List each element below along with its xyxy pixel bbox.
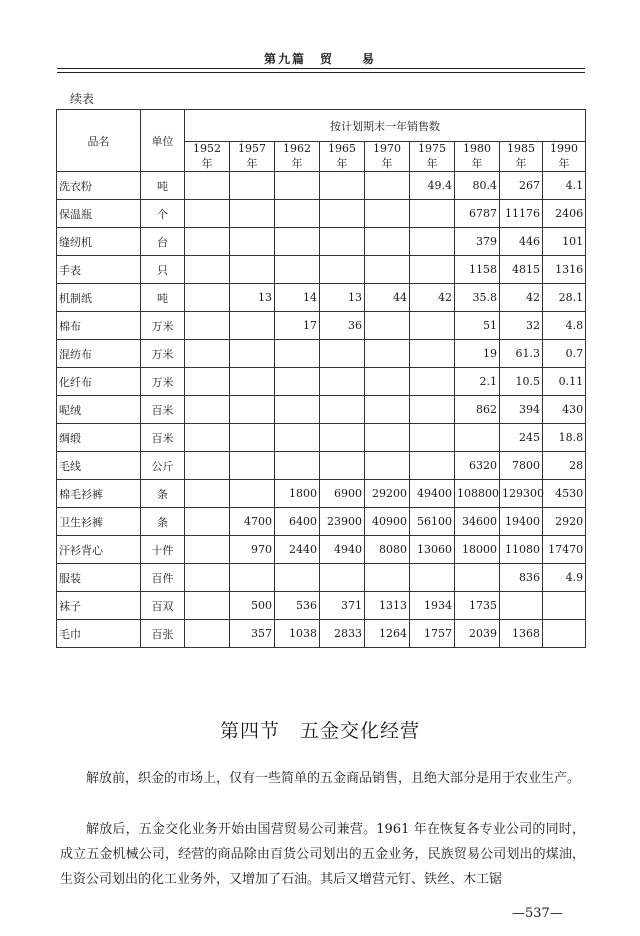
value-cell	[185, 620, 230, 648]
value-cell: 1757	[410, 620, 455, 648]
value-cell: 245	[500, 424, 543, 452]
value-cell	[543, 592, 586, 620]
header-product: 品名	[57, 110, 141, 172]
value-cell	[365, 340, 410, 368]
unit-cell: 万米	[141, 340, 185, 368]
header-rule-thin	[57, 72, 585, 73]
product-name: 洗衣粉	[57, 172, 141, 200]
unit-cell: 公斤	[141, 452, 185, 480]
continued-label: 续表	[70, 92, 95, 106]
value-cell: 6787	[455, 200, 500, 228]
table-row	[57, 452, 586, 480]
value-cell	[230, 256, 275, 284]
value-cell: 40900	[365, 508, 410, 536]
value-cell: 28.1	[543, 284, 586, 312]
unit-cell: 万米	[141, 312, 185, 340]
product-name: 汗衫背心	[57, 536, 141, 564]
product-name: 棉毛衫裤	[57, 480, 141, 508]
value-cell	[275, 368, 320, 396]
value-cell: 267	[500, 172, 543, 200]
value-cell: 1800	[275, 480, 320, 508]
value-cell: 19400	[500, 508, 543, 536]
value-cell	[230, 340, 275, 368]
product-name: 混纺布	[57, 340, 141, 368]
value-cell	[410, 452, 455, 480]
header-unit: 单位	[141, 110, 185, 172]
value-cell: 42	[500, 284, 543, 312]
value-cell	[365, 200, 410, 228]
table-row	[57, 256, 586, 284]
value-cell: 2406	[543, 200, 586, 228]
value-cell: 10.5	[500, 368, 543, 396]
value-cell: 430	[543, 396, 586, 424]
value-cell: 35.8	[455, 284, 500, 312]
page-number: —537—	[512, 906, 563, 921]
value-cell	[275, 200, 320, 228]
value-cell: 129300	[500, 480, 543, 508]
value-cell: 42	[410, 284, 455, 312]
value-cell: 536	[275, 592, 320, 620]
value-cell: 1368	[500, 620, 543, 648]
value-cell: 2039	[455, 620, 500, 648]
value-cell	[185, 536, 230, 564]
value-cell	[500, 592, 543, 620]
product-name: 棉布	[57, 312, 141, 340]
value-cell: 6900	[320, 480, 365, 508]
table-row	[57, 284, 586, 312]
value-cell: 8080	[365, 536, 410, 564]
value-cell	[275, 396, 320, 424]
unit-cell: 个	[141, 200, 185, 228]
product-name: 缝纫机	[57, 228, 141, 256]
table-row	[57, 396, 586, 424]
unit-cell: 百米	[141, 424, 185, 452]
value-cell: 379	[455, 228, 500, 256]
value-cell	[365, 396, 410, 424]
table-row	[57, 228, 586, 256]
value-cell	[230, 368, 275, 396]
unit-cell: 只	[141, 256, 185, 284]
product-name: 卫生衫裤	[57, 508, 141, 536]
value-cell	[185, 256, 230, 284]
running-header: 第九篇 贸 易	[263, 52, 376, 66]
value-cell	[320, 424, 365, 452]
header-rule-thick	[57, 68, 585, 69]
value-cell	[230, 312, 275, 340]
value-cell: 23900	[320, 508, 365, 536]
value-cell	[230, 564, 275, 592]
value-cell	[185, 508, 230, 536]
value-cell: 29200	[365, 480, 410, 508]
value-cell	[230, 200, 275, 228]
value-cell: 1313	[365, 592, 410, 620]
value-cell: 80.4	[455, 172, 500, 200]
value-cell	[185, 592, 230, 620]
value-cell: 0.7	[543, 340, 586, 368]
value-cell	[320, 452, 365, 480]
header-group: 按计划期末一年销售数	[185, 110, 586, 142]
unit-cell: 百双	[141, 592, 185, 620]
value-cell: 1934	[410, 592, 455, 620]
value-cell: 11080	[500, 536, 543, 564]
header-year: 1980 年	[455, 142, 500, 172]
table-row	[57, 200, 586, 228]
value-cell: 4.1	[543, 172, 586, 200]
product-name: 保温瓶	[57, 200, 141, 228]
value-cell: 2920	[543, 508, 586, 536]
product-name: 绸缎	[57, 424, 141, 452]
header-year: 1990 年	[543, 142, 586, 172]
value-cell: 0.11	[543, 368, 586, 396]
value-cell	[230, 452, 275, 480]
value-cell	[410, 312, 455, 340]
table-row	[57, 424, 586, 452]
value-cell	[185, 340, 230, 368]
value-cell	[455, 424, 500, 452]
value-cell	[230, 424, 275, 452]
value-cell: 371	[320, 592, 365, 620]
unit-cell: 条	[141, 508, 185, 536]
value-cell: 44	[365, 284, 410, 312]
value-cell	[230, 228, 275, 256]
value-cell: 4700	[230, 508, 275, 536]
value-cell	[320, 564, 365, 592]
table-row	[57, 340, 586, 368]
value-cell: 18.8	[543, 424, 586, 452]
value-cell: 11176	[500, 200, 543, 228]
value-cell: 18000	[455, 536, 500, 564]
section-title: 第四节 五金交化经营	[219, 720, 420, 742]
value-cell: 970	[230, 536, 275, 564]
value-cell	[410, 228, 455, 256]
value-cell: 1316	[543, 256, 586, 284]
header-year: 1985 年	[500, 142, 543, 172]
value-cell: 17470	[543, 536, 586, 564]
unit-cell: 百件	[141, 564, 185, 592]
value-cell: 6320	[455, 452, 500, 480]
value-cell: 49.4	[410, 172, 455, 200]
table-row	[57, 368, 586, 396]
unit-cell: 条	[141, 480, 185, 508]
value-cell	[410, 256, 455, 284]
value-cell	[185, 396, 230, 424]
value-cell: 4940	[320, 536, 365, 564]
header-year: 1970 年	[365, 142, 410, 172]
value-cell	[410, 368, 455, 396]
value-cell	[365, 312, 410, 340]
value-cell	[185, 368, 230, 396]
value-cell: 6400	[275, 508, 320, 536]
header-year: 1965 年	[320, 142, 365, 172]
unit-cell: 十件	[141, 536, 185, 564]
product-name: 毛巾	[57, 620, 141, 648]
value-cell: 394	[500, 396, 543, 424]
product-name: 机制纸	[57, 284, 141, 312]
value-cell: 13	[230, 284, 275, 312]
value-cell	[185, 284, 230, 312]
value-cell	[365, 256, 410, 284]
value-cell	[455, 564, 500, 592]
value-cell	[230, 480, 275, 508]
value-cell: 357	[230, 620, 275, 648]
product-name: 服装	[57, 564, 141, 592]
value-cell	[275, 340, 320, 368]
value-cell	[320, 200, 365, 228]
product-name: 化纤布	[57, 368, 141, 396]
header-year: 1962 年	[275, 142, 320, 172]
value-cell	[410, 424, 455, 452]
table-row	[57, 536, 586, 564]
value-cell	[365, 172, 410, 200]
value-cell	[320, 340, 365, 368]
value-cell: 1735	[455, 592, 500, 620]
value-cell	[320, 228, 365, 256]
table-row	[57, 592, 586, 620]
value-cell	[185, 480, 230, 508]
value-cell: 4815	[500, 256, 543, 284]
value-cell	[185, 228, 230, 256]
value-cell	[185, 312, 230, 340]
value-cell: 32	[500, 312, 543, 340]
value-cell: 51	[455, 312, 500, 340]
value-cell	[320, 368, 365, 396]
value-cell: 1264	[365, 620, 410, 648]
value-cell: 13	[320, 284, 365, 312]
value-cell: 500	[230, 592, 275, 620]
value-cell	[185, 564, 230, 592]
value-cell: 1038	[275, 620, 320, 648]
table-row	[57, 312, 586, 340]
value-cell: 49400	[410, 480, 455, 508]
value-cell	[365, 424, 410, 452]
value-cell	[185, 452, 230, 480]
value-cell: 34600	[455, 508, 500, 536]
value-cell: 4530	[543, 480, 586, 508]
paragraph-2: 解放后，五金交化业务开始由国营贸易公司兼营。1961 年在恢复各专业公司的同时，成立五金机械公司，经营的商品除由百货公司划出的五金业务，民族贸易公司划出的煤油，生资公司划出的化工业务外，又增加了石油。其后又增营元钉、铁丝、木工锯	[60, 822, 585, 887]
product-name: 呢绒	[57, 396, 141, 424]
value-cell	[230, 396, 275, 424]
value-cell	[320, 172, 365, 200]
table-row	[57, 620, 586, 648]
value-cell	[365, 564, 410, 592]
product-name: 手表	[57, 256, 141, 284]
value-cell	[410, 396, 455, 424]
value-cell	[275, 228, 320, 256]
unit-cell: 吨	[141, 172, 185, 200]
value-cell: 1158	[455, 256, 500, 284]
value-cell: 4.9	[543, 564, 586, 592]
table-row	[57, 172, 586, 200]
table-row	[57, 480, 586, 508]
value-cell: 4.8	[543, 312, 586, 340]
value-cell	[410, 564, 455, 592]
unit-cell: 台	[141, 228, 185, 256]
value-cell	[275, 452, 320, 480]
value-cell: 836	[500, 564, 543, 592]
value-cell: 108800	[455, 480, 500, 508]
value-cell	[320, 396, 365, 424]
header-year: 1957 年	[230, 142, 275, 172]
value-cell: 2440	[275, 536, 320, 564]
value-cell	[275, 564, 320, 592]
value-cell	[275, 172, 320, 200]
value-cell	[543, 620, 586, 648]
value-cell: 36	[320, 312, 365, 340]
value-cell	[320, 256, 365, 284]
header-year: 1975 年	[410, 142, 455, 172]
paragraph-1: 解放前，织金的市场上，仅有一些简单的五金商品销售，且绝大部分是用于农业生产。	[86, 771, 581, 786]
value-cell	[185, 424, 230, 452]
value-cell	[410, 340, 455, 368]
product-name: 毛线	[57, 452, 141, 480]
value-cell: 7800	[500, 452, 543, 480]
value-cell	[185, 200, 230, 228]
unit-cell: 百米	[141, 396, 185, 424]
value-cell	[275, 256, 320, 284]
value-cell: 56100	[410, 508, 455, 536]
value-cell: 101	[543, 228, 586, 256]
value-cell: 862	[455, 396, 500, 424]
value-cell: 19	[455, 340, 500, 368]
value-cell	[365, 228, 410, 256]
value-cell	[185, 172, 230, 200]
unit-cell: 吨	[141, 284, 185, 312]
value-cell: 13060	[410, 536, 455, 564]
value-cell	[410, 200, 455, 228]
value-cell: 14	[275, 284, 320, 312]
sales-table	[56, 109, 586, 648]
header-year: 1952 年	[185, 142, 230, 172]
value-cell	[365, 452, 410, 480]
value-cell: 2.1	[455, 368, 500, 396]
unit-cell: 百张	[141, 620, 185, 648]
value-cell: 2833	[320, 620, 365, 648]
product-name: 袜子	[57, 592, 141, 620]
value-cell	[275, 424, 320, 452]
table-row	[57, 564, 586, 592]
value-cell	[230, 172, 275, 200]
value-cell: 61.3	[500, 340, 543, 368]
value-cell	[365, 368, 410, 396]
value-cell: 17	[275, 312, 320, 340]
value-cell: 28	[543, 452, 586, 480]
value-cell: 446	[500, 228, 543, 256]
unit-cell: 万米	[141, 368, 185, 396]
table-row	[57, 508, 586, 536]
